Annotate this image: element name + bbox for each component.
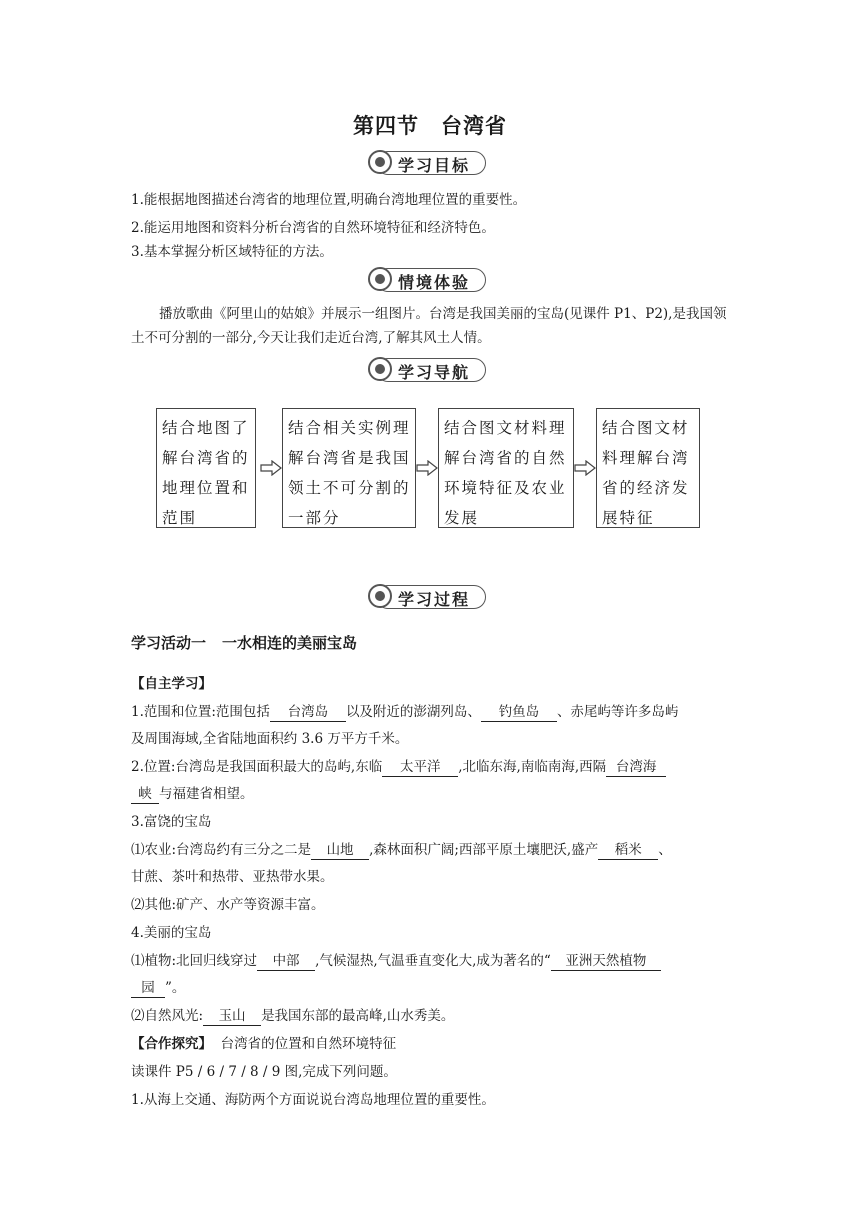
q3-heading: 3.富饶的宝岛 [131,814,212,830]
answer-blank: 中部 [257,952,315,971]
text: 以及附近的澎湖列岛、 [345,704,481,720]
coop-title: 台湾省的位置和自然环境特征 [220,1036,397,1052]
q2-line2 [131,782,254,804]
page-title [0,110,860,140]
badge-label: 学习导航 [398,363,471,382]
arrow-right-icon [260,460,282,476]
activity-label: 学习活动一 [131,634,207,652]
section-badge-objectives [368,150,486,176]
text: 是我国东部的最高峰,山水秀美。 [261,1008,455,1024]
answer-blank: 钓鱼岛 [481,703,557,722]
coop-read: 读课件 P5 / 6 / 7 / 8 / 9 图,完成下列问题。 [131,1064,397,1080]
learning-flow [156,408,706,532]
badge-icon [368,267,392,291]
text: ”。 [165,980,186,996]
text: 2.位置:台湾岛是我国面积最大的岛屿,东临 [131,759,383,775]
objective-3: 3.基本掌握分析区域特征的方法。 [131,244,333,260]
badge-icon [368,584,392,608]
self-study-tag: 【自主学习】 [131,676,212,692]
q1-line2: 及周围海域,全省陆地面积约 3.6 万平方千米。 [131,731,409,747]
arrow-right-icon [416,460,438,476]
answer-blank: 峡 [131,785,159,804]
text: 、赤尾屿等许多岛屿 [556,704,679,720]
q4-1-line1 [131,949,661,971]
activity-title: 一水相连的美丽宝岛 [222,634,358,652]
coop-tag: 【合作探究】 [131,1036,212,1052]
flow-step-4: 结合图文材料理解台湾省的经济发展特征 [596,408,700,528]
coop-heading [131,1032,396,1052]
title-section-number: 第四节 [353,114,419,138]
answer-blank: 园 [131,979,165,998]
activity-heading [131,632,357,653]
flow-step-1: 结合地图了解台湾省的地理位置和范围 [156,408,256,528]
answer-blank: 亚洲天然植物 [551,952,661,971]
q3-1-line2: 甘蔗、茶叶和热带、亚热带水果。 [131,869,334,885]
text: ,森林面积广阔;西部平原土壤肥沃,盛产 [369,842,599,858]
text: ⑴植物:北回归线穿过 [131,953,258,969]
badge-label: 学习目标 [398,156,471,175]
text: 1.范围和位置:范围包括 [131,704,270,720]
section-badge-guide [368,357,486,383]
text: 与福建省相望。 [159,786,254,802]
section-badge-situation [368,267,486,293]
answer-blank: 台湾海 [606,758,666,777]
text: ⑵自然风光: [131,1008,204,1024]
badge-label: 学习过程 [398,590,471,609]
q4-1-line2 [131,976,185,998]
text: ⑴农业:台湾岛约有三分之二是 [131,842,312,858]
text: ,北临东海,南临南海,西隔 [458,759,607,775]
answer-blank: 稻米 [598,841,658,860]
flow-step-2: 结合相关实例理解台湾省是我国领土不可分割的一部分 [282,408,416,528]
q3-1-line1 [131,838,672,860]
situation-paragraph: 播放歌曲《阿里山的姑娘》并展示一组图片。台湾是我国美丽的宝岛(见课件 P1、P2),是我国领土不可分割的一部分,今天让我们走近台湾,了解其风土人情。 [131,306,727,346]
answer-blank: 山地 [311,841,369,860]
badge-label: 情境体验 [398,273,471,292]
q2-line1 [131,755,666,777]
objective-2: 2.能运用地图和资料分析台湾省的自然环境特征和经济特色。 [131,220,495,236]
badge-icon [368,150,392,174]
q3-2: ⑵其他:矿产、水产等资源丰富。 [131,897,325,913]
text: 、 [658,842,672,858]
flow-step-3: 结合图文材料理解台湾省的自然环境特征及农业发展 [438,408,574,528]
badge-icon [368,357,392,381]
answer-blank: 太平洋 [382,758,458,777]
answer-blank: 玉山 [203,1007,261,1026]
title-province: 台湾省 [441,114,507,138]
section-badge-process [368,584,486,610]
text: ,气候湿热,气温垂直变化大,成为著名的“ [315,953,551,969]
arrow-right-icon [574,460,596,476]
q4-2 [131,1004,454,1026]
q1-line1 [131,700,678,722]
coop-q1: 1.从海上交通、海防两个方面说说台湾岛地理位置的重要性。 [131,1092,495,1108]
q4-heading: 4.美丽的宝岛 [131,925,212,941]
answer-blank: 台湾岛 [270,703,346,722]
objective-1: 1.能根据地图描述台湾省的地理位置,明确台湾地理位置的重要性。 [131,192,527,208]
